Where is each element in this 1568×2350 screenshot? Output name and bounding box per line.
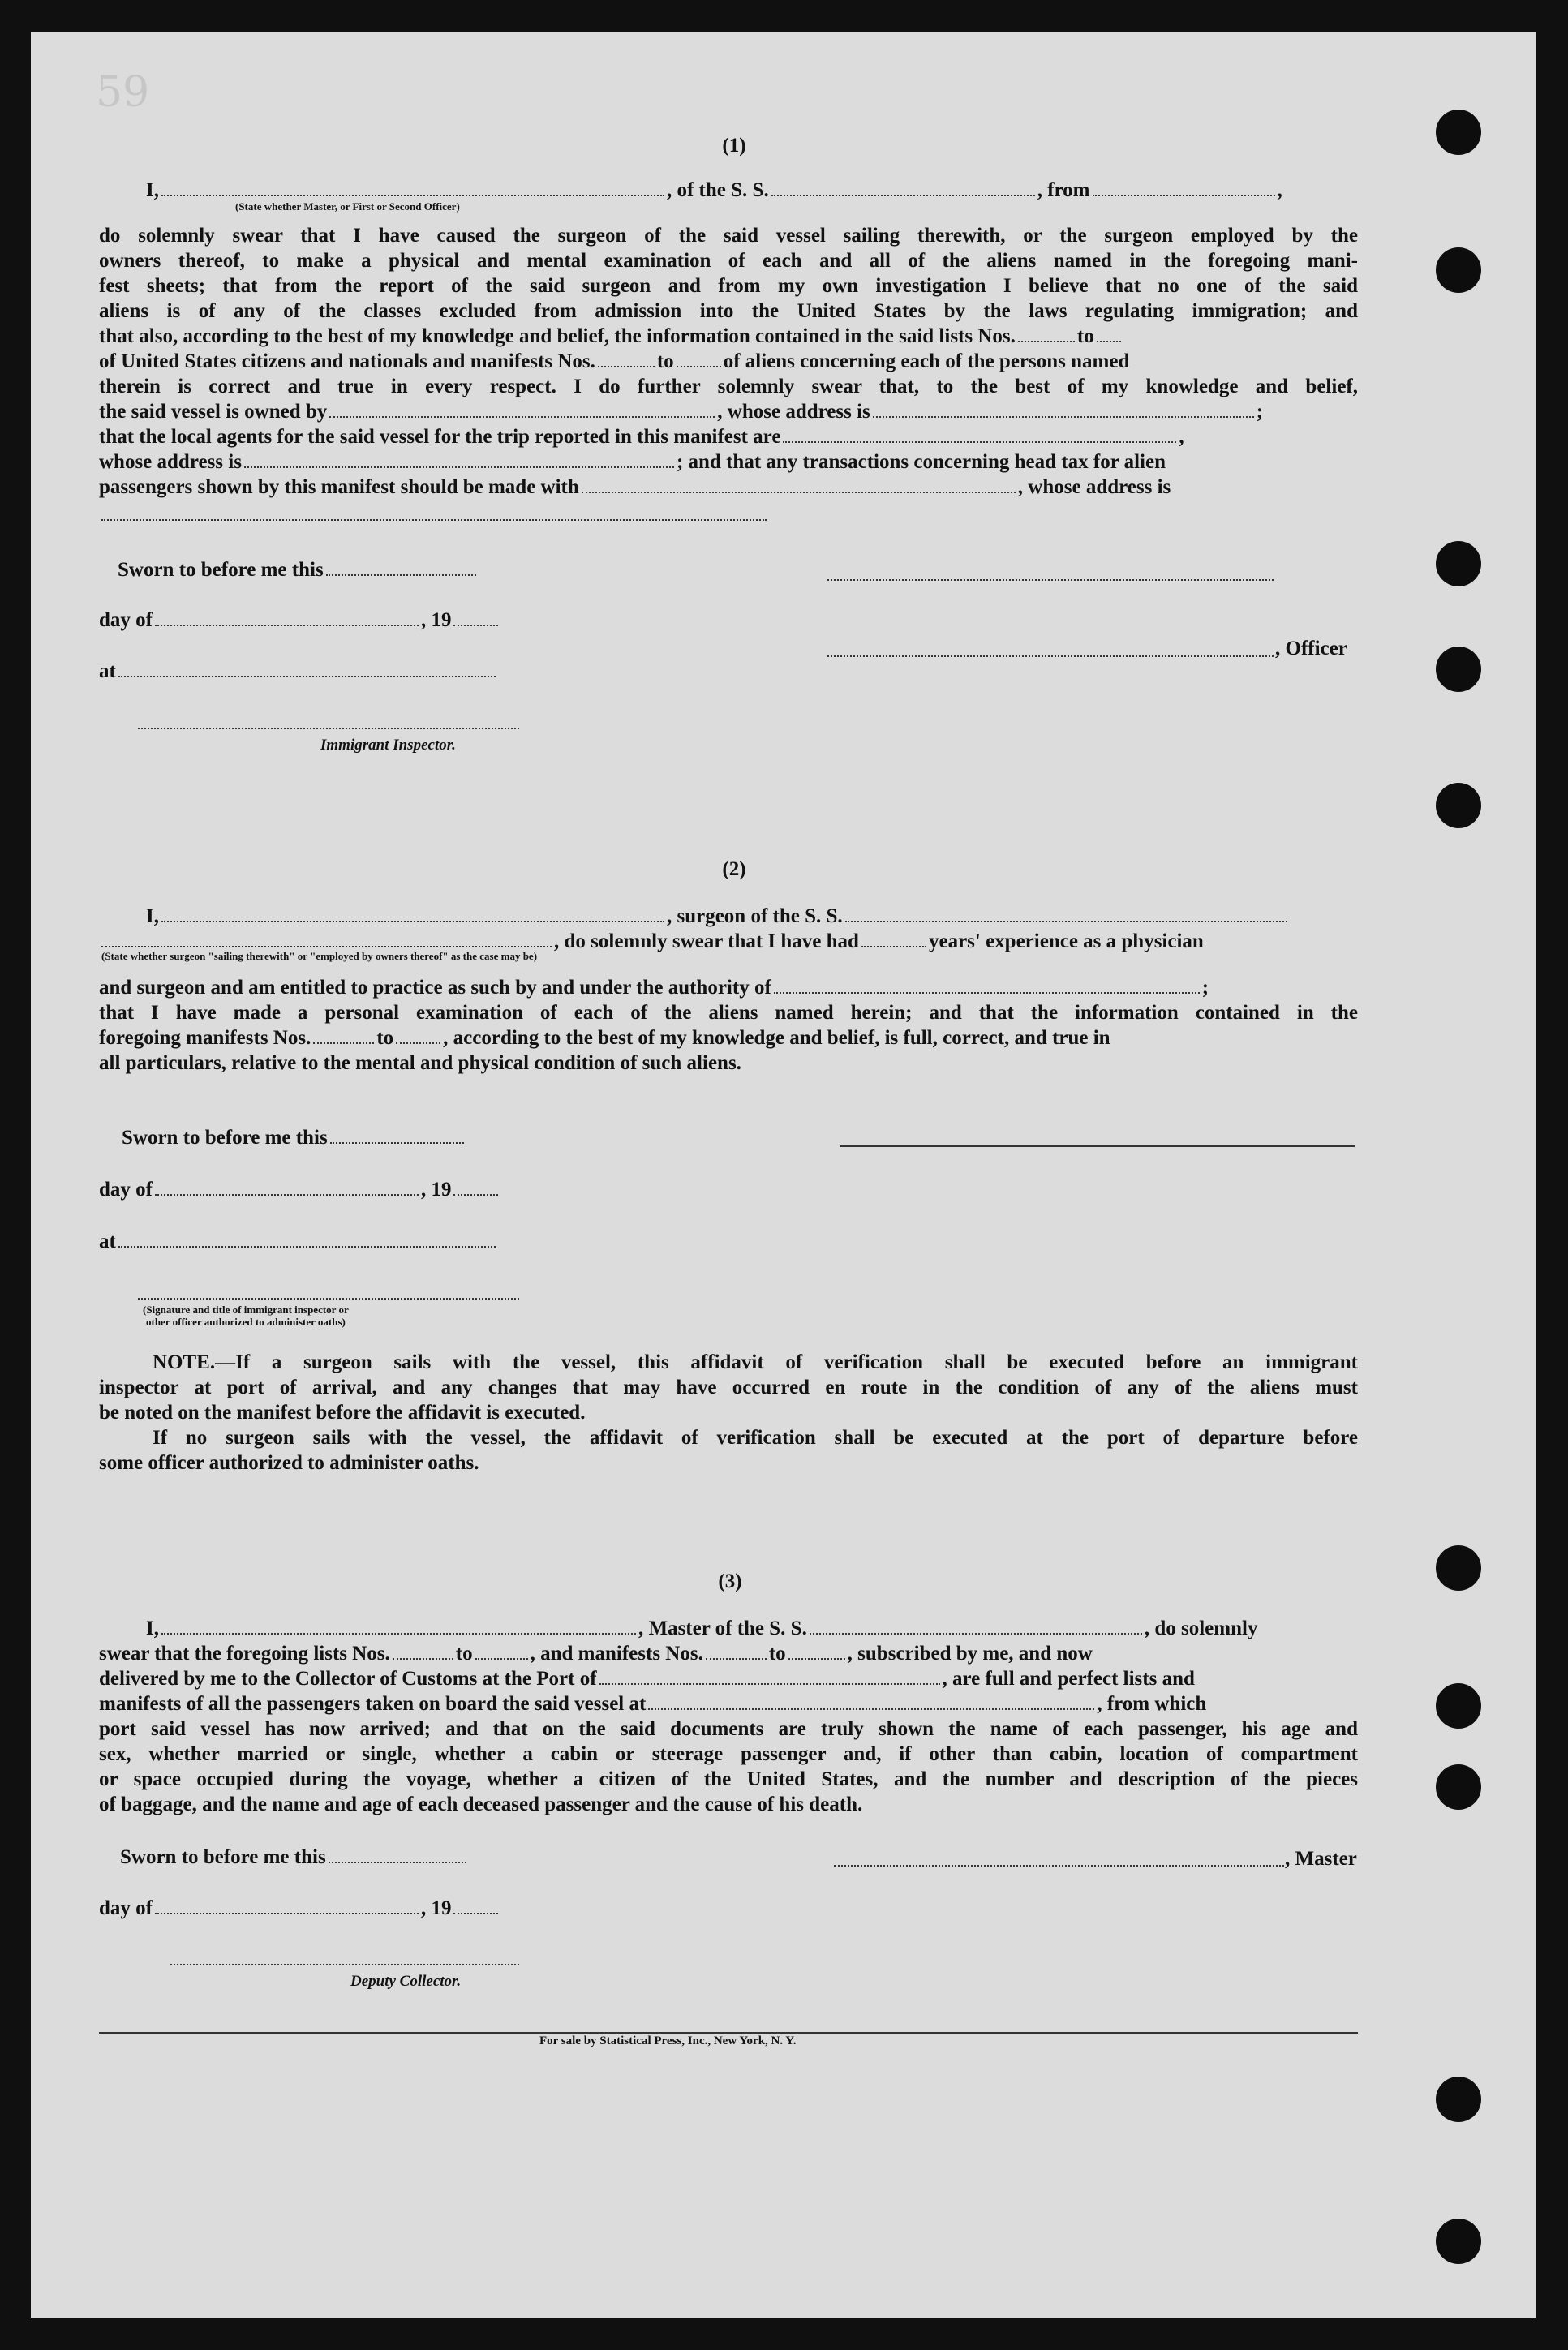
section-number: (2) — [722, 858, 746, 880]
paragraph-line: all particulars, relative to the mental and physical condition of such aliens. — [99, 1052, 741, 1074]
blank-field — [329, 408, 715, 418]
text: foregoing manifests Nos. — [99, 1027, 311, 1049]
printer-footer: For sale by Statistical Press, Inc., New York, N. Y. — [539, 2034, 797, 2047]
blank-field — [783, 433, 1176, 443]
surgeon-oath-line-1 — [146, 904, 1290, 929]
text: day of — [99, 1897, 153, 1919]
paragraph-line — [99, 475, 1171, 500]
field-note: (State whether surgeon "sailing therewith" or "employed by owners thereof" as the case may be) — [101, 950, 538, 962]
blank-field — [598, 358, 655, 367]
note-line: NOTE.—If a surgeon sails with the vessel, this affidavit of verification shall be executed before an immigrant — [153, 1351, 1358, 1373]
day-line — [99, 1178, 500, 1202]
text: Sworn to before me this — [122, 1127, 328, 1149]
blank-field — [648, 1700, 1094, 1710]
signature-line — [138, 728, 519, 729]
text: to — [768, 1643, 786, 1665]
text: , — [1277, 179, 1282, 201]
blank-field — [330, 1134, 464, 1144]
blank-field — [118, 668, 496, 677]
blank-field — [155, 1186, 419, 1196]
text: , Master of the S. S. — [638, 1618, 807, 1639]
section-number: (3) — [718, 1570, 742, 1592]
paragraph-line: of baggage, and the name and age of each deceased passenger and the cause of his death. — [99, 1794, 863, 1815]
text: to — [376, 1027, 394, 1049]
blank-field — [861, 938, 926, 947]
paragraph-line: port said vessel has now arrived; and that on the said documents are truly shown the name of each passenger, his age and — [99, 1718, 1358, 1740]
text: I, — [146, 179, 159, 201]
blank-field — [1097, 333, 1121, 342]
text: day of — [99, 609, 153, 631]
text: at — [99, 660, 116, 682]
text: , according to the best of my knowledge and belief, is full, correct, and true in — [443, 1027, 1110, 1049]
text: , 19 — [420, 1897, 452, 1919]
blank-field — [118, 1238, 496, 1248]
paragraph-line — [99, 1026, 1110, 1050]
note-line: inspector at port of arrival, and any changes that may have occurred en route in the condition of any of the aliens must — [99, 1377, 1358, 1398]
blank-field — [244, 458, 674, 468]
blank-field — [155, 1905, 419, 1914]
text: to — [455, 1643, 473, 1665]
master-label: , Master — [1285, 1848, 1357, 1870]
note-line: some officer authorized to administer oaths. — [99, 1452, 479, 1474]
text: I, — [146, 905, 159, 927]
text: swear that the foregoing lists Nos. — [99, 1643, 390, 1665]
paragraph-line — [99, 450, 1166, 475]
blank-field — [873, 408, 1254, 418]
text: Sworn to before me this — [120, 1846, 326, 1868]
text: , do solemnly swear that I have had — [554, 930, 859, 952]
paragraph-line — [99, 1692, 1206, 1716]
paragraph-line: therein is correct and true in every respect. I do further solemnly swear that, to the best of my knowledge and belief, — [99, 376, 1358, 397]
text: , from which — [1097, 1693, 1207, 1715]
deputy-label: Deputy Collector. — [350, 1973, 462, 1990]
blank-field — [810, 1625, 1142, 1635]
note-line: be noted on the manifest before the affidavit is executed. — [99, 1402, 586, 1424]
text: , and manifests Nos. — [530, 1643, 703, 1665]
master-oath-line-1 — [146, 178, 1282, 203]
paragraph-line — [99, 1642, 1093, 1666]
punch-hole — [1436, 110, 1481, 155]
blank-field — [326, 566, 476, 576]
blank-field — [396, 1034, 440, 1044]
text: and surgeon and am entitled to practice as such by and under the authority of — [99, 977, 771, 999]
signature-note: other officer authorized to administer oaths) — [146, 1316, 346, 1328]
text: to — [1076, 325, 1094, 347]
blank-field — [771, 187, 1035, 196]
at-line — [99, 1230, 498, 1254]
text: of aliens concerning each of the persons named — [723, 350, 1130, 372]
blank-field — [774, 984, 1200, 994]
punch-hole — [1436, 1683, 1481, 1729]
paragraph-line: do solemnly swear that I have caused the surgeon of the said vessel sailing therewith, or the surgeon employed by the — [99, 225, 1358, 247]
text: , whose address is — [1017, 476, 1171, 498]
blank-field — [101, 938, 552, 947]
page-number-mark: 59 — [96, 68, 150, 117]
blank-field — [161, 1625, 636, 1635]
text: , 19 — [420, 609, 452, 631]
text: at — [99, 1231, 116, 1252]
paragraph-line: sex, whether married or single, whether a cabin or steerage passenger and, if other than cabin, location of compartment — [99, 1743, 1358, 1765]
signature-line — [834, 1865, 1284, 1867]
blank-field — [453, 1905, 498, 1914]
paragraph-line — [99, 400, 1263, 424]
punch-hole — [1436, 2219, 1481, 2264]
text: , are full and perfect lists and — [942, 1668, 1195, 1690]
signature-line — [827, 579, 1274, 581]
paragraph-line: fest sheets; that from the report of the said surgeon and from my own investigation I believe that no one of the said — [99, 275, 1358, 297]
sworn-line — [122, 1126, 466, 1150]
punch-hole — [1436, 783, 1481, 828]
text: that the local agents for the said vessel for the trip reported in this manifest are — [99, 426, 781, 448]
text: Sworn to before me this — [118, 559, 324, 581]
text: whose address is — [99, 451, 242, 473]
blank-field — [599, 1675, 940, 1685]
punch-hole — [1436, 541, 1481, 586]
text: ; — [1201, 977, 1209, 999]
blank-field — [706, 1650, 767, 1660]
text: , from — [1037, 179, 1090, 201]
punch-hole — [1436, 247, 1481, 293]
signature-line — [840, 1145, 1355, 1147]
text: , surgeon of the S. S. — [666, 905, 843, 927]
officer-label: , Officer — [1275, 638, 1347, 659]
paragraph-line: owners thereof, to make a physical and mental examination of each and all of the aliens named in the foregoing mani- — [99, 250, 1358, 272]
signature-line — [827, 655, 1274, 657]
blank-field — [161, 913, 664, 922]
paragraph-line: aliens is of any of the classes excluded from admission into the United States by the laws regulating immigration; and — [99, 300, 1358, 322]
text: ; and that any transactions concerning head tax for alien — [676, 451, 1166, 473]
blank-field — [475, 1650, 528, 1660]
text: to — [656, 350, 674, 372]
blank-field — [582, 483, 1016, 493]
text: ; — [1256, 401, 1264, 423]
blank-field — [788, 1650, 845, 1660]
paragraph-line: or space occupied during the voyage, whether a citizen of the United States, and the number and description of the pieces — [99, 1768, 1358, 1790]
inspector-label: Immigrant Inspector. — [320, 737, 456, 754]
blank-field — [453, 616, 498, 626]
paragraph-line — [99, 976, 1209, 1000]
text: , subscribed by me, and now — [847, 1643, 1093, 1665]
blank-field — [155, 616, 419, 626]
text: , do solemnly — [1144, 1618, 1258, 1639]
blank-field — [677, 358, 721, 367]
text: , of the S. S. — [666, 179, 769, 201]
text: years' experience as a physician — [928, 930, 1204, 952]
blank-field — [845, 913, 1287, 922]
paragraph-line — [99, 350, 1129, 374]
master-oath-line-1 — [146, 1617, 1257, 1641]
text: day of — [99, 1179, 153, 1201]
section-number: (1) — [722, 135, 746, 157]
text: manifests of all the passengers taken on board the said vessel at — [99, 1693, 647, 1715]
text: , whose address is — [717, 401, 870, 423]
blank-field — [1018, 333, 1075, 342]
signature-line — [138, 1298, 519, 1300]
sworn-line — [118, 558, 479, 582]
blank-field — [453, 1186, 498, 1196]
punch-hole — [1436, 2077, 1481, 2122]
sworn-line — [120, 1845, 469, 1870]
blank-field — [329, 1854, 466, 1863]
at-line — [99, 659, 498, 684]
text: I, — [146, 1618, 159, 1639]
paragraph-line — [99, 425, 1184, 449]
text: the said vessel is owned by — [99, 401, 328, 423]
blank-field — [101, 511, 767, 521]
day-line — [99, 608, 500, 633]
text: that also, according to the best of my knowledge and belief, the information contained in the said lists Nos. — [99, 325, 1016, 347]
signature-line — [170, 1964, 519, 1965]
blank-field — [313, 1034, 374, 1044]
blank-field — [1093, 187, 1275, 196]
paragraph-line — [99, 324, 1123, 349]
note-line: If no surgeon sails with the vessel, the affidavit of verification shall be executed at the port of departure before — [153, 1427, 1358, 1449]
paragraph-line: that I have made a personal examination of each of the aliens named herein; and that the information contained in the — [99, 1002, 1358, 1024]
field-note: (State whether Master, or First or Second Officer) — [235, 200, 460, 213]
footer-rule — [99, 2032, 1358, 2034]
punch-hole — [1436, 1764, 1481, 1810]
punch-hole — [1436, 647, 1481, 692]
blank-field — [161, 187, 664, 196]
text: passengers shown by this manifest should be made with — [99, 476, 579, 498]
paragraph-line — [99, 1667, 1195, 1691]
text: , 19 — [420, 1179, 452, 1201]
text: delivered by me to the Collector of Customs at the Port of — [99, 1668, 597, 1690]
day-line — [99, 1897, 500, 1921]
text: , — [1179, 426, 1184, 448]
signature-note: (Signature and title of immigrant inspector or — [143, 1304, 349, 1316]
text: of United States citizens and nationals and manifests Nos. — [99, 350, 595, 372]
punch-hole — [1436, 1545, 1481, 1591]
blank-field — [393, 1650, 453, 1660]
